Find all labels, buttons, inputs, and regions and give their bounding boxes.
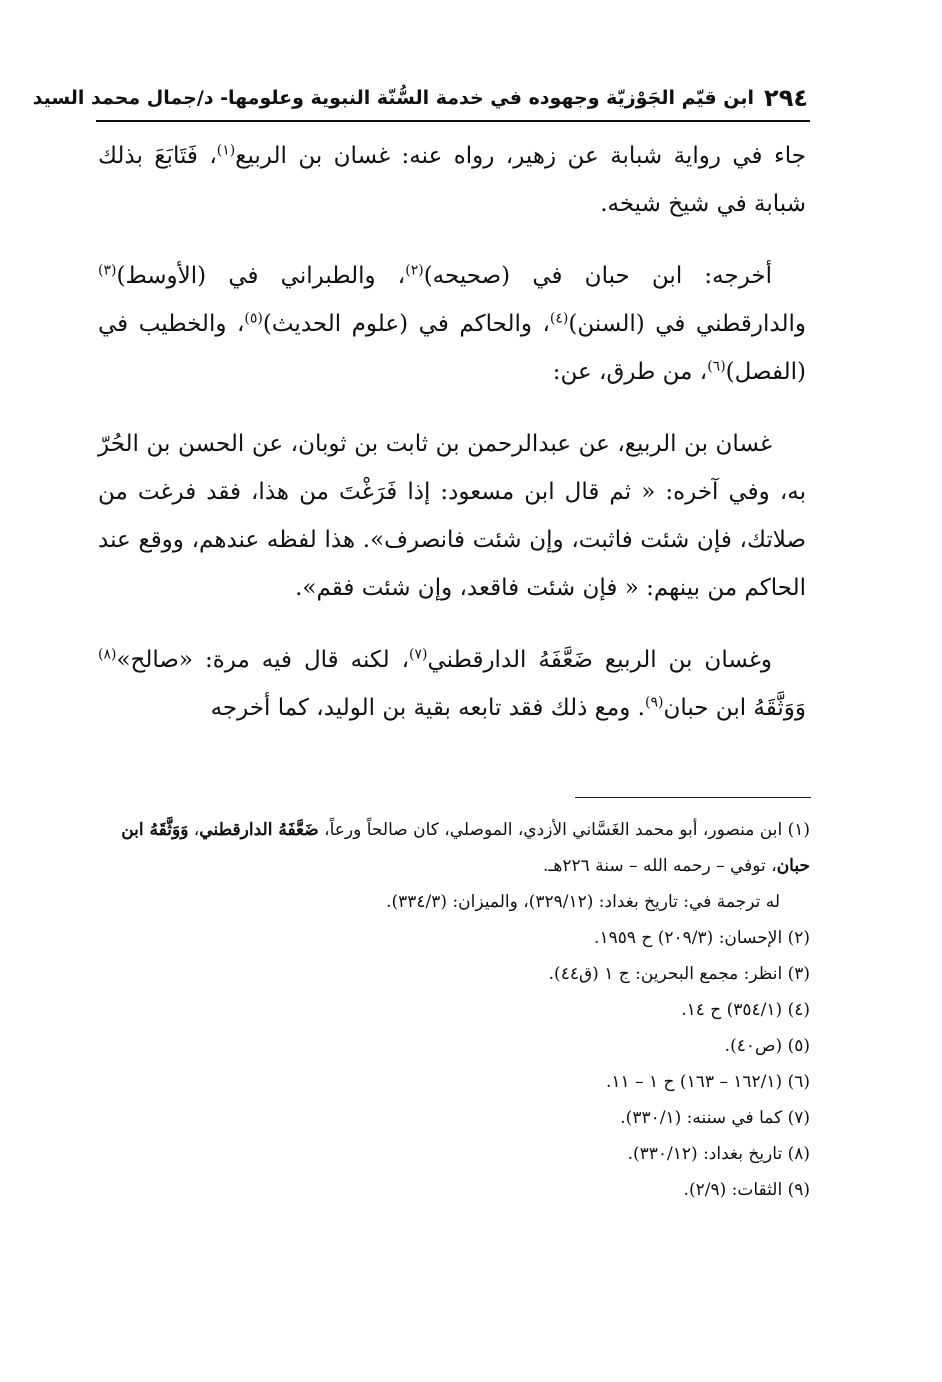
footnote-ref: (٦) — [707, 358, 726, 375]
paragraph-text: ، والحاكم في (علوم الحديث) — [262, 311, 550, 337]
header-divider — [96, 120, 810, 122]
paragraph-text: جاء في رواية شبابة عن زهير، رواه عنه: غسان بن الربيع — [235, 143, 806, 169]
paragraph-text: ، فَتَابَعَ بذلك شبابة في شيخ شيخه. — [98, 143, 806, 217]
footnote-1 — [98, 812, 810, 884]
footnote-5: (٥) (ص٤٠). — [724, 1036, 810, 1056]
paragraph-3: غسان بن الربيع، عن عبدالرحمن بن ثابت بن ثوبان، عن الحسن بن الحُرّ به، وفي آخره: « ثم قال ابن مسعود: إذا فَرَغْتَ من هذا، فقد فرغت من صلاتك، فإن شئت فاثبت، وإن شئت فانصرف». هذا لفظه عندهم، ووقع عند الحاكم من بينهم: « فإن شئت فاقعد، وإن شئت فقم». — [98, 431, 806, 601]
paragraph-4 — [98, 636, 806, 732]
footnote-ref: (٥) — [244, 310, 263, 327]
footnote-6: (٦) (١٦٢/١ – ١٦٣) ح ١ – ١١. — [606, 1072, 810, 1092]
paragraph-text: ، والخطيب في (الفصل) — [98, 311, 806, 385]
paragraph-text: وغسان بن الربيع ضَعَّفَهُ الدارقطني — [427, 647, 772, 673]
footnote-text: ابن منصور، أبو محمد الغَسَّاني الأزدي، الموصلي، كان صالحاً ورعاً، — [318, 820, 788, 840]
footnote-ref: (٤) — [549, 310, 569, 327]
page-number: ٢٩٤ — [764, 84, 808, 112]
footnote-7: (٧) كما في سننه: (٣٣٠/١). — [620, 1108, 810, 1128]
footnotes — [98, 812, 810, 1208]
footnote-bold-text: ضَعَّفَهُ الدارقطني — [199, 820, 319, 840]
running-header — [32, 80, 808, 116]
paragraph-text: ، والطبراني في (الأوسط) — [116, 263, 406, 289]
paragraph-text: وَوَثَّقَهُ ابن حبان — [663, 695, 806, 721]
footnote-ref: (٧) — [409, 646, 428, 663]
paragraph-text: . ومع ذلك فقد تابعه بقية بن الوليد، كما أخرجه — [210, 695, 645, 721]
paragraph-text: والدارقطني في (السنن) — [568, 311, 806, 337]
footnote-4: (٤) (٣٥٤/١) ح ١٤. — [681, 1000, 810, 1020]
footnote-1-source: له ترجمة في: تاريخ بغداد: (٣٢٩/١٢)، والميزان: (٣٣٤/٣). — [386, 892, 780, 912]
paragraph-text: ، من طرق، عن: — [552, 359, 708, 385]
paragraph-text: ، لكنه قال فيه مرة: «صالح» — [116, 647, 409, 673]
footnote-9: (٩) الثقات: (٢/٩). — [683, 1180, 810, 1200]
footnote-3: (٣) انظر: مجمع البحرين: ج ١ (ق٤٤). — [548, 964, 810, 984]
header-title: ابن قيّم الجَوْزيّة وجهوده في خدمة السُّنّة النبوية وعلومها- د/جمال محمد السيد — [32, 87, 755, 109]
footnote-number: (١) — [787, 820, 810, 840]
paragraph-text: أخرجه: ابن حبان في (صحيحه) — [423, 263, 772, 289]
main-text — [98, 132, 806, 756]
footnote-ref: (٣) — [98, 262, 117, 279]
footnote-text: ، — [188, 820, 200, 840]
footnote-2: (٢) الإحسان: (٢٠٩/٣) ح ١٩٥٩. — [594, 928, 810, 948]
footnote-ref: (٨) — [98, 646, 117, 663]
paragraph-2 — [98, 252, 806, 396]
footnote-8: (٨) تاريخ بغداد: (٣٣٠/١٢). — [627, 1144, 810, 1164]
paragraph-1 — [98, 132, 806, 228]
footnote-ref: (١) — [216, 142, 236, 159]
footnote-ref: (٢) — [405, 262, 424, 279]
footnote-bold-text: وَوَثَّقَهُ ابن حبان — [121, 820, 810, 876]
footnote-ref: (٩) — [644, 694, 664, 711]
footnote-divider — [575, 797, 811, 798]
footnote-text: ، توفي – رحمه الله – سنة ٢٢٦هـ. — [543, 856, 777, 876]
